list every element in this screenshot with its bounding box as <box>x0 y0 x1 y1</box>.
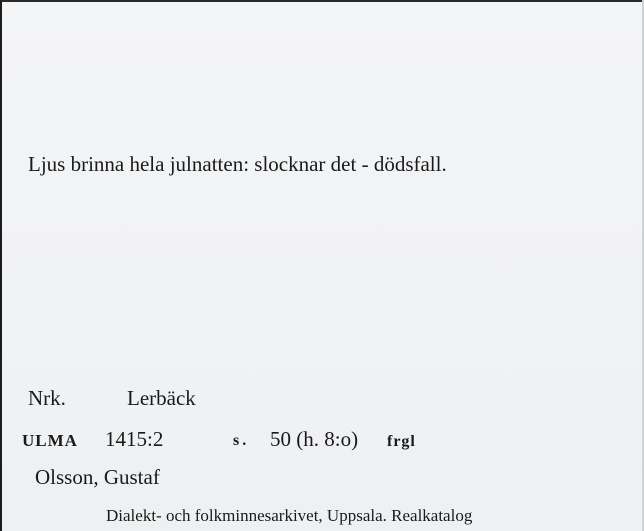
parish-label: Nrk. <box>28 386 66 410</box>
recorder-name: Olsson, Gustaf <box>35 465 160 489</box>
archive-footer: Dialekt- och folkminnesarkivet, Uppsala. Realkatalog <box>106 506 473 525</box>
genre-code: frgl <box>387 433 416 450</box>
page-reference: 50 (h. 8:o) <box>270 427 359 451</box>
card-note-text: Ljus brinna hela julnatten: slocknar det - dödsfall. <box>28 152 447 176</box>
page-prefix: s. <box>233 432 250 449</box>
archive-code: ULMA <box>22 431 78 450</box>
archive-number: 1415:2 <box>105 427 164 451</box>
parish-value: Lerbäck <box>127 386 196 410</box>
